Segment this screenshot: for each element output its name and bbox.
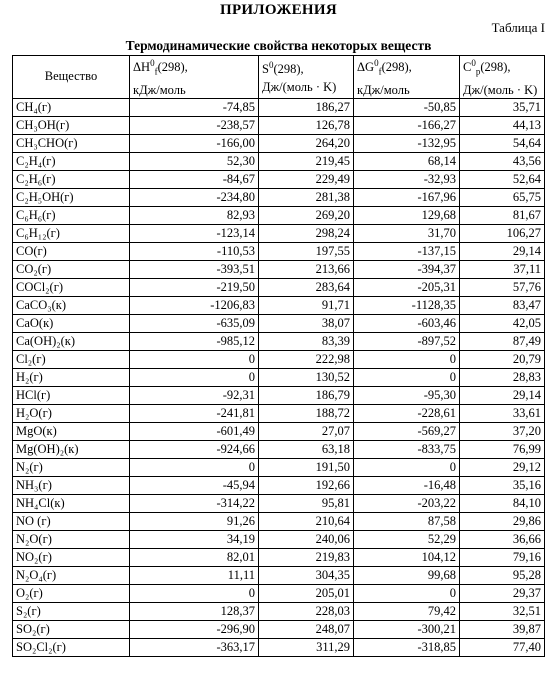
gibbs-cell: -132,95	[354, 134, 460, 152]
enthalpy-cell: -296,90	[130, 620, 259, 638]
enthalpy-cell: -241,81	[130, 404, 259, 422]
table-row	[13, 350, 545, 368]
gibbs-cell: 68,14	[354, 152, 460, 170]
gibbs-cell: -95,30	[354, 386, 460, 404]
table-row	[13, 422, 545, 440]
enthalpy-unit: кДж/моль	[133, 82, 186, 97]
heat-capacity-cell: 87,49	[460, 332, 545, 350]
substance-cell: Ca(OH)₂(к)	[13, 332, 130, 350]
gibbs-cell: 31,70	[354, 224, 460, 242]
gibbs-cell: -603,46	[354, 314, 460, 332]
entropy-cell: 63,18	[259, 440, 354, 458]
table-row	[13, 476, 545, 494]
gibbs-cell: -833,75	[354, 440, 460, 458]
entropy-symbol: S	[262, 62, 269, 77]
heat-capacity-suffix: (298),	[480, 60, 511, 75]
entropy-cell: 38,07	[259, 314, 354, 332]
heat-capacity-cell: 36,66	[460, 530, 545, 548]
entropy-cell: 126,78	[259, 116, 354, 134]
entropy-cell: 264,20	[259, 134, 354, 152]
column-header-heat-capacity	[460, 56, 545, 99]
gibbs-sub: f	[378, 66, 382, 77]
substance-cell: N₂O(г)	[13, 530, 130, 548]
enthalpy-cell: -234,80	[130, 188, 259, 206]
substance-cell: SO₂Cl₂(г)	[13, 638, 130, 656]
heat-capacity-cell: 29,14	[460, 242, 545, 260]
substance-cell: NH₃(г)	[13, 476, 130, 494]
substance-cell: HCl(г)	[13, 386, 130, 404]
heat-capacity-cell: 28,83	[460, 368, 545, 386]
gibbs-cell: -203,22	[354, 494, 460, 512]
table-row	[13, 134, 545, 152]
table-row	[13, 188, 545, 206]
table-row	[13, 242, 545, 260]
heat-capacity-cell: 20,79	[460, 350, 545, 368]
column-header-entropy	[259, 56, 354, 99]
table-row	[13, 314, 545, 332]
gibbs-cell: -300,21	[354, 620, 460, 638]
table-row	[13, 404, 545, 422]
heat-capacity-cell: 57,76	[460, 278, 545, 296]
substance-cell: N₂O₄(г)	[13, 566, 130, 584]
enthalpy-cell: 91,26	[130, 512, 259, 530]
substance-cell: C₂H₅OH(г)	[13, 188, 130, 206]
substance-cell: CO(г)	[13, 242, 130, 260]
heat-capacity-cell: 95,28	[460, 566, 545, 584]
table-row	[13, 494, 545, 512]
entropy-cell: 311,29	[259, 638, 354, 656]
heat-capacity-cell: 29,12	[460, 458, 545, 476]
substance-cell: CaO(к)	[13, 314, 130, 332]
table-row	[13, 260, 545, 278]
table-row	[13, 98, 545, 116]
table-row	[13, 458, 545, 476]
heat-capacity-cell: 43,56	[460, 152, 545, 170]
entropy-cell: 219,83	[259, 548, 354, 566]
heat-capacity-cell: 29,86	[460, 512, 545, 530]
entropy-cell: 248,07	[259, 620, 354, 638]
gibbs-cell: 129,68	[354, 206, 460, 224]
table-row	[13, 368, 545, 386]
enthalpy-cell: -393,51	[130, 260, 259, 278]
table-number: Таблица I	[491, 20, 545, 35]
table-row	[13, 116, 545, 134]
enthalpy-cell: -985,12	[130, 332, 259, 350]
gibbs-cell: 0	[354, 350, 460, 368]
enthalpy-cell: 0	[130, 458, 259, 476]
table-row	[13, 584, 545, 602]
enthalpy-cell: 0	[130, 584, 259, 602]
entropy-cell: 192,66	[259, 476, 354, 494]
table-row	[13, 512, 545, 530]
heat-capacity-cell: 37,20	[460, 422, 545, 440]
gibbs-cell: 0	[354, 458, 460, 476]
gibbs-suffix: (298),	[381, 60, 412, 75]
thermodynamic-properties-table	[12, 55, 545, 657]
gibbs-cell: -166,27	[354, 116, 460, 134]
column-header-substance	[13, 56, 130, 99]
enthalpy-cell: 0	[130, 368, 259, 386]
substance-cell: H₂(г)	[13, 368, 130, 386]
table-row	[13, 170, 545, 188]
gibbs-cell: -394,37	[354, 260, 460, 278]
enthalpy-cell: -45,94	[130, 476, 259, 494]
enthalpy-symbol: ΔH	[133, 60, 151, 75]
enthalpy-cell: 82,93	[130, 206, 259, 224]
substance-cell: C₂H₄(г)	[13, 152, 130, 170]
heat-capacity-cell: 52,64	[460, 170, 545, 188]
table-body	[13, 98, 545, 656]
heat-capacity-cell: 29,14	[460, 386, 545, 404]
enthalpy-cell: -219,50	[130, 278, 259, 296]
enthalpy-cell: 11,11	[130, 566, 259, 584]
table-row	[13, 224, 545, 242]
gibbs-cell: 0	[354, 584, 460, 602]
gibbs-cell: 52,29	[354, 530, 460, 548]
heat-capacity-symbol: C	[463, 60, 472, 75]
enthalpy-cell: -74,85	[130, 98, 259, 116]
substance-cell: NO (г)	[13, 512, 130, 530]
entropy-cell: 83,39	[259, 332, 354, 350]
enthalpy-sub: f	[154, 66, 158, 77]
substance-cell: CaCO₃(к)	[13, 296, 130, 314]
table-header-row	[13, 56, 545, 99]
entropy-cell: 191,50	[259, 458, 354, 476]
table-row	[13, 566, 545, 584]
gibbs-cell: -205,31	[354, 278, 460, 296]
table-caption: Термодинамические свойства некоторых веществ	[125, 38, 432, 53]
enthalpy-suffix: (298),	[157, 60, 188, 75]
substance-cell: CH₃OH(г)	[13, 116, 130, 134]
substance-cell: NH₄Cl(к)	[13, 494, 130, 512]
gibbs-cell: -318,85	[354, 638, 460, 656]
table-row	[13, 620, 545, 638]
heat-capacity-sub: p	[475, 66, 481, 77]
heat-capacity-cell: 35,16	[460, 476, 545, 494]
substance-cell: Cl₂(г)	[13, 350, 130, 368]
heat-capacity-cell: 76,99	[460, 440, 545, 458]
table-row	[13, 152, 545, 170]
enthalpy-cell: -110,53	[130, 242, 259, 260]
heat-capacity-cell: 81,67	[460, 206, 545, 224]
table-row	[13, 638, 545, 656]
entropy-cell: 186,79	[259, 386, 354, 404]
table-row	[13, 530, 545, 548]
enthalpy-cell: -601,49	[130, 422, 259, 440]
table-row	[13, 386, 545, 404]
enthalpy-cell: -363,17	[130, 638, 259, 656]
table-row	[13, 206, 545, 224]
heat-capacity-cell: 83,47	[460, 296, 545, 314]
table-row	[13, 602, 545, 620]
heat-capacity-unit: Дж/(моль · K)	[463, 82, 538, 97]
gibbs-cell: -16,48	[354, 476, 460, 494]
heat-capacity-cell: 77,40	[460, 638, 545, 656]
entropy-cell: 219,45	[259, 152, 354, 170]
entropy-suffix: (298),	[273, 62, 304, 77]
entropy-sup: 0	[268, 60, 274, 71]
entropy-cell: 213,66	[259, 260, 354, 278]
heat-capacity-cell: 32,51	[460, 602, 545, 620]
gibbs-cell: 104,12	[354, 548, 460, 566]
gibbs-cell: -137,15	[354, 242, 460, 260]
heat-capacity-cell: 106,27	[460, 224, 545, 242]
enthalpy-cell: -314,22	[130, 494, 259, 512]
heat-capacity-cell: 65,75	[460, 188, 545, 206]
enthalpy-cell: -123,14	[130, 224, 259, 242]
gibbs-cell: 0	[354, 368, 460, 386]
gibbs-cell: -569,27	[354, 422, 460, 440]
gibbs-cell: -897,52	[354, 332, 460, 350]
entropy-cell: 298,24	[259, 224, 354, 242]
entropy-cell: 210,64	[259, 512, 354, 530]
entropy-cell: 205,01	[259, 584, 354, 602]
substance-cell: C₆H₁₂(г)	[13, 224, 130, 242]
table-row	[13, 548, 545, 566]
column-header-gibbs	[354, 56, 460, 99]
entropy-cell: 269,20	[259, 206, 354, 224]
entropy-cell: 27,07	[259, 422, 354, 440]
enthalpy-cell: -635,09	[130, 314, 259, 332]
entropy-cell: 281,38	[259, 188, 354, 206]
enthalpy-cell: -166,00	[130, 134, 259, 152]
gibbs-cell: 87,58	[354, 512, 460, 530]
gibbs-cell: -167,96	[354, 188, 460, 206]
heat-capacity-cell: 84,10	[460, 494, 545, 512]
entropy-cell: 229,49	[259, 170, 354, 188]
entropy-cell: 197,55	[259, 242, 354, 260]
enthalpy-cell: -1206,83	[130, 296, 259, 314]
column-header-label: Вещество	[44, 69, 98, 84]
substance-cell: O₂(г)	[13, 584, 130, 602]
heat-capacity-cell: 29,37	[460, 584, 545, 602]
enthalpy-cell: -92,31	[130, 386, 259, 404]
entropy-cell: 240,06	[259, 530, 354, 548]
substance-cell: MgO(к)	[13, 422, 130, 440]
enthalpy-cell: 128,37	[130, 602, 259, 620]
gibbs-cell: -228,61	[354, 404, 460, 422]
substance-cell: CO₂(г)	[13, 260, 130, 278]
enthalpy-cell: -238,57	[130, 116, 259, 134]
column-header-enthalpy	[130, 56, 259, 99]
entropy-cell: 95,81	[259, 494, 354, 512]
entropy-unit: Дж/(моль · K)	[262, 80, 337, 95]
heat-capacity-cell: 33,61	[460, 404, 545, 422]
entropy-cell: 228,03	[259, 602, 354, 620]
gibbs-cell: 79,42	[354, 602, 460, 620]
entropy-cell: 283,64	[259, 278, 354, 296]
substance-cell: C₂H₆(г)	[13, 170, 130, 188]
enthalpy-cell: 0	[130, 350, 259, 368]
gibbs-cell: -32,93	[354, 170, 460, 188]
heat-capacity-cell: 35,71	[460, 98, 545, 116]
table-row	[13, 296, 545, 314]
substance-cell: SO₂(г)	[13, 620, 130, 638]
entropy-cell: 91,71	[259, 296, 354, 314]
table-row	[13, 332, 545, 350]
substance-cell: C₆H₆(г)	[13, 206, 130, 224]
enthalpy-cell: 34,19	[130, 530, 259, 548]
substance-cell: N₂(г)	[13, 458, 130, 476]
substance-cell: NO₂(г)	[13, 548, 130, 566]
substance-cell: CH₄(г)	[13, 98, 130, 116]
substance-cell: Mg(OH)₂(к)	[13, 440, 130, 458]
enthalpy-cell: -924,66	[130, 440, 259, 458]
heat-capacity-cell: 79,16	[460, 548, 545, 566]
entropy-cell: 186,27	[259, 98, 354, 116]
heat-capacity-cell: 42,05	[460, 314, 545, 332]
heat-capacity-cell: 37,11	[460, 260, 545, 278]
gibbs-cell: -1128,35	[354, 296, 460, 314]
entropy-cell: 304,35	[259, 566, 354, 584]
entropy-cell: 188,72	[259, 404, 354, 422]
substance-cell: CH₃CHO(г)	[13, 134, 130, 152]
entropy-cell: 130,52	[259, 368, 354, 386]
page-heading: ПРИЛОЖЕНИЯ	[220, 2, 337, 18]
enthalpy-cell: -84,67	[130, 170, 259, 188]
gibbs-cell: -50,85	[354, 98, 460, 116]
gibbs-cell: 99,68	[354, 566, 460, 584]
substance-cell: COCl₂(г)	[13, 278, 130, 296]
table-row	[13, 440, 545, 458]
heat-capacity-cell: 44,13	[460, 116, 545, 134]
heat-capacity-cell: 39,87	[460, 620, 545, 638]
enthalpy-cell: 82,01	[130, 548, 259, 566]
enthalpy-sup: 0	[150, 58, 155, 68]
gibbs-unit: кДж/моль	[357, 82, 410, 97]
heat-capacity-sup: 0	[471, 58, 476, 68]
enthalpy-cell: 52,30	[130, 152, 259, 170]
heat-capacity-cell: 54,64	[460, 134, 545, 152]
substance-cell: H₂O(г)	[13, 404, 130, 422]
gibbs-symbol: ΔG	[357, 60, 375, 75]
substance-cell: S₂(г)	[13, 602, 130, 620]
table-row	[13, 278, 545, 296]
gibbs-sup: 0	[374, 58, 379, 68]
entropy-cell: 222,98	[259, 350, 354, 368]
